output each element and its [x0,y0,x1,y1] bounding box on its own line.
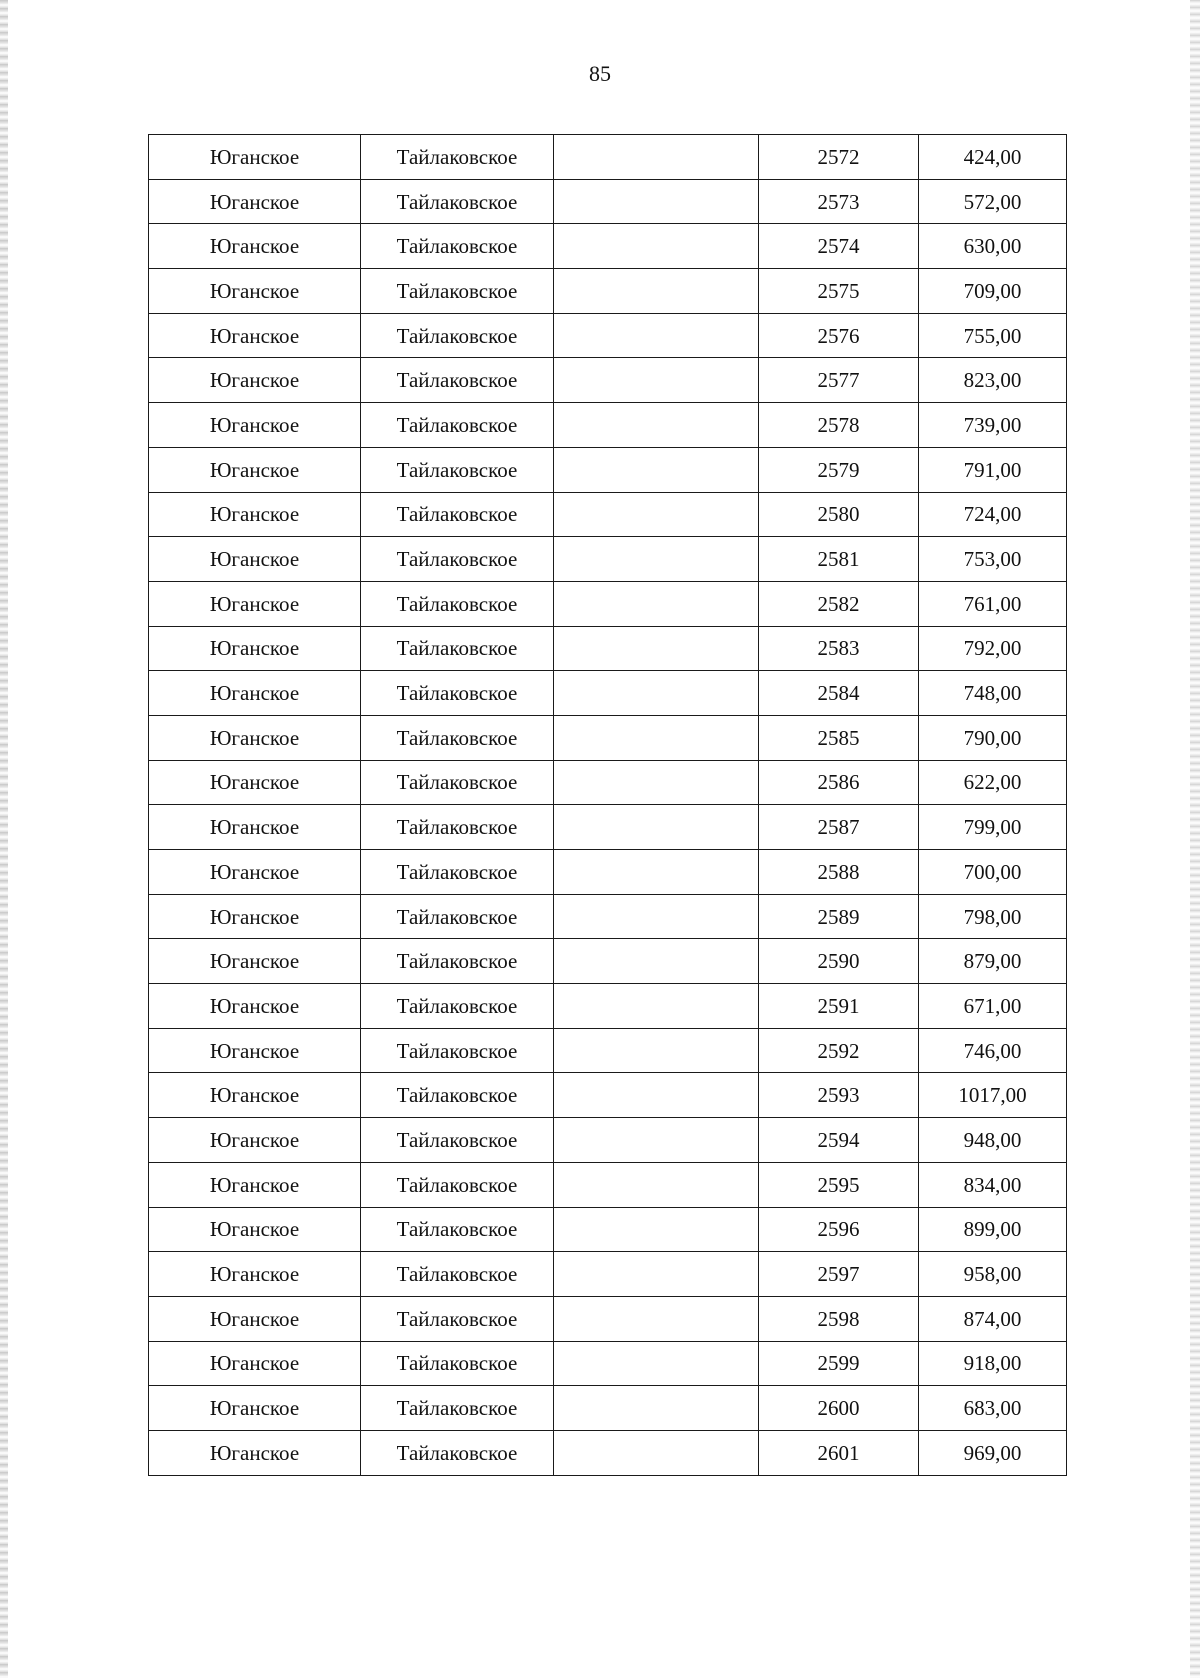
cell-extra [554,1296,759,1341]
cell-extra [554,269,759,314]
table-row [149,179,1067,224]
cell-region: Юганское [149,1207,361,1252]
cell-value: 969,00 [919,1430,1067,1475]
cell-value: 630,00 [919,224,1067,269]
cell-number: 2594 [759,1118,919,1163]
cell-number: 2581 [759,537,919,582]
cell-region: Юганское [149,760,361,805]
cell-number: 2587 [759,805,919,850]
cell-value: 753,00 [919,537,1067,582]
cell-number: 2578 [759,403,919,448]
cell-value: 879,00 [919,939,1067,984]
cell-extra [554,492,759,537]
cell-value: 874,00 [919,1296,1067,1341]
cell-value: 746,00 [919,1028,1067,1073]
cell-extra [554,1386,759,1431]
table-row [149,1207,1067,1252]
cell-field: Тайлаковское [361,179,554,224]
cell-field: Тайлаковское [361,403,554,448]
table-row [149,1073,1067,1118]
cell-region: Юганское [149,1162,361,1207]
cell-value: 755,00 [919,313,1067,358]
cell-field: Тайлаковское [361,850,554,895]
table-row [149,1252,1067,1297]
cell-field: Тайлаковское [361,1162,554,1207]
cell-field: Тайлаковское [361,894,554,939]
cell-field: Тайлаковское [361,1207,554,1252]
cell-field: Тайлаковское [361,447,554,492]
table-row [149,1118,1067,1163]
cell-region: Юганское [149,894,361,939]
cell-region: Юганское [149,1341,361,1386]
cell-region: Юганское [149,224,361,269]
cell-region: Юганское [149,1028,361,1073]
cell-value: 799,00 [919,805,1067,850]
cell-number: 2599 [759,1341,919,1386]
cell-region: Юганское [149,269,361,314]
scan-edge-right [1190,0,1200,1678]
table-row [149,358,1067,403]
table-row [149,1162,1067,1207]
cell-region: Юганское [149,135,361,180]
cell-field: Тайлаковское [361,805,554,850]
cell-number: 2583 [759,626,919,671]
cell-field: Тайлаковское [361,492,554,537]
cell-field: Тайлаковское [361,626,554,671]
cell-extra [554,581,759,626]
cell-extra [554,313,759,358]
table-body [149,135,1067,1476]
cell-region: Юганское [149,984,361,1029]
cell-extra [554,224,759,269]
cell-field: Тайлаковское [361,939,554,984]
cell-number: 2574 [759,224,919,269]
cell-value: 1017,00 [919,1073,1067,1118]
cell-extra [554,1430,759,1475]
cell-value: 791,00 [919,447,1067,492]
cell-value: 948,00 [919,1118,1067,1163]
cell-value: 748,00 [919,671,1067,716]
cell-region: Юганское [149,358,361,403]
table-row [149,1296,1067,1341]
cell-number: 2598 [759,1296,919,1341]
table-row [149,671,1067,716]
cell-number: 2589 [759,894,919,939]
cell-value: 790,00 [919,715,1067,760]
cell-value: 834,00 [919,1162,1067,1207]
cell-field: Тайлаковское [361,1252,554,1297]
table-row [149,1028,1067,1073]
table-row [149,447,1067,492]
cell-region: Юганское [149,715,361,760]
cell-region: Юганское [149,403,361,448]
cell-extra [554,537,759,582]
table-row [149,581,1067,626]
table-row [149,984,1067,1029]
cell-field: Тайлаковское [361,1073,554,1118]
cell-extra [554,715,759,760]
cell-extra [554,358,759,403]
cell-extra [554,939,759,984]
cell-number: 2576 [759,313,919,358]
cell-region: Юганское [149,313,361,358]
cell-number: 2588 [759,850,919,895]
cell-extra [554,626,759,671]
cell-field: Тайлаковское [361,224,554,269]
cell-field: Тайлаковское [361,1028,554,1073]
table-row [149,135,1067,180]
cell-value: 709,00 [919,269,1067,314]
cell-number: 2600 [759,1386,919,1431]
cell-field: Тайлаковское [361,984,554,1029]
table-row [149,805,1067,850]
cell-field: Тайлаковское [361,358,554,403]
cell-value: 823,00 [919,358,1067,403]
cell-extra [554,1028,759,1073]
cell-extra [554,403,759,448]
cell-region: Юганское [149,850,361,895]
cell-extra [554,760,759,805]
table-row [149,939,1067,984]
cell-number: 2596 [759,1207,919,1252]
cell-value: 792,00 [919,626,1067,671]
table-row [149,1430,1067,1475]
cell-extra [554,179,759,224]
cell-region: Юганское [149,1118,361,1163]
cell-extra [554,894,759,939]
cell-number: 2591 [759,984,919,1029]
cell-value: 724,00 [919,492,1067,537]
page-number: 85 [589,61,611,86]
cell-number: 2597 [759,1252,919,1297]
table-row [149,537,1067,582]
cell-value: 918,00 [919,1341,1067,1386]
cell-number: 2580 [759,492,919,537]
cell-field: Тайлаковское [361,1341,554,1386]
cell-value: 739,00 [919,403,1067,448]
cell-region: Юганское [149,626,361,671]
cell-extra [554,850,759,895]
cell-field: Тайлаковское [361,760,554,805]
cell-number: 2582 [759,581,919,626]
cell-number: 2572 [759,135,919,180]
table-row [149,715,1067,760]
cell-region: Юганское [149,537,361,582]
table-row [149,894,1067,939]
cell-region: Юганское [149,1073,361,1118]
table-row [149,1341,1067,1386]
cell-number: 2584 [759,671,919,716]
cell-value: 958,00 [919,1252,1067,1297]
cell-region: Юганское [149,1430,361,1475]
cell-field: Тайлаковское [361,313,554,358]
cell-region: Юганское [149,1252,361,1297]
cell-region: Юганское [149,179,361,224]
table-row [149,1386,1067,1431]
cell-region: Юганское [149,805,361,850]
cell-extra [554,447,759,492]
table-row [149,313,1067,358]
cell-extra [554,1341,759,1386]
cell-field: Тайлаковское [361,1296,554,1341]
cell-number: 2595 [759,1162,919,1207]
cell-extra [554,1118,759,1163]
cell-number: 2593 [759,1073,919,1118]
cell-value: 622,00 [919,760,1067,805]
cell-region: Юганское [149,492,361,537]
table-row [149,760,1067,805]
table-row [149,492,1067,537]
cell-extra [554,984,759,1029]
cell-region: Юганское [149,671,361,716]
cell-number: 2586 [759,760,919,805]
cell-value: 798,00 [919,894,1067,939]
cell-extra [554,671,759,716]
cell-value: 572,00 [919,179,1067,224]
cell-value: 899,00 [919,1207,1067,1252]
cell-field: Тайлаковское [361,581,554,626]
data-table [148,134,1067,1476]
cell-extra [554,1207,759,1252]
cell-number: 2585 [759,715,919,760]
cell-field: Тайлаковское [361,269,554,314]
cell-value: 700,00 [919,850,1067,895]
cell-field: Тайлаковское [361,715,554,760]
cell-region: Юганское [149,581,361,626]
table-row [149,850,1067,895]
table-row [149,403,1067,448]
table-row [149,269,1067,314]
cell-value: 671,00 [919,984,1067,1029]
cell-number: 2575 [759,269,919,314]
cell-number: 2579 [759,447,919,492]
cell-region: Юганское [149,1296,361,1341]
cell-region: Юганское [149,1386,361,1431]
cell-field: Тайлаковское [361,671,554,716]
cell-field: Тайлаковское [361,537,554,582]
cell-value: 424,00 [919,135,1067,180]
cell-field: Тайлаковское [361,135,554,180]
cell-number: 2573 [759,179,919,224]
cell-region: Юганское [149,939,361,984]
cell-field: Тайлаковское [361,1430,554,1475]
table-row [149,224,1067,269]
cell-number: 2590 [759,939,919,984]
cell-extra [554,1252,759,1297]
cell-extra [554,1073,759,1118]
table-row [149,626,1067,671]
cell-number: 2592 [759,1028,919,1073]
scan-edge-left [0,0,8,1678]
cell-value: 761,00 [919,581,1067,626]
cell-region: Юганское [149,447,361,492]
cell-field: Тайлаковское [361,1386,554,1431]
cell-extra [554,805,759,850]
cell-extra [554,1162,759,1207]
cell-field: Тайлаковское [361,1118,554,1163]
cell-number: 2601 [759,1430,919,1475]
cell-extra [554,135,759,180]
cell-number: 2577 [759,358,919,403]
cell-value: 683,00 [919,1386,1067,1431]
